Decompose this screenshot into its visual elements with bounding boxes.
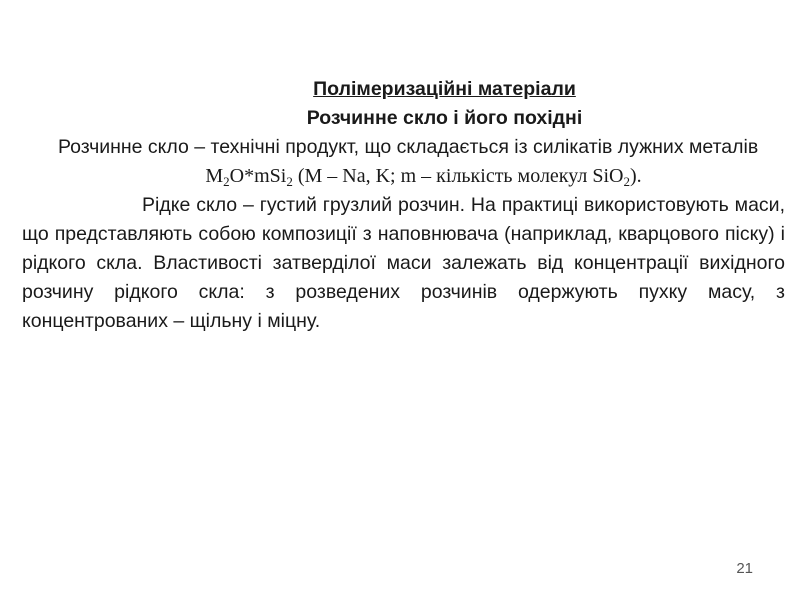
formula-sub-1: 2 xyxy=(223,174,230,189)
paragraph-definition: Розчинне скло – технічні продукт, що складається із силікатів лужних металів xyxy=(58,136,759,158)
page-number: 21 xyxy=(736,560,753,577)
formula-part-4: ). xyxy=(629,165,642,187)
chemical-formula xyxy=(22,162,785,191)
slide-subtitle: Розчинне скло і його похідні xyxy=(306,107,583,129)
formula-part-2: O*mSi xyxy=(229,165,287,187)
formula-sub-2: 2 xyxy=(286,174,293,189)
paragraph-liquid-glass: Рідке скло – густий грузлий розчин. На практиці використовують маси, що представляють собою композиції з наповнювача (наприклад, кварцового піску) і рідкого скла. Властивості затверділої маси залежать від концентрації вихідного розчину рідкого скла: з розведених розчинів одержують пухку масу, з концентрованих – щільну і міцну. xyxy=(22,194,785,332)
formula-part-1: M xyxy=(205,165,224,187)
formula-part-3: (M – Na, K; m – кількість молекул SiO xyxy=(292,165,624,187)
slide-title: Полімеризаційні матеріали xyxy=(313,78,576,100)
formula-sub-3: 2 xyxy=(623,174,630,189)
slide-content xyxy=(22,75,785,336)
